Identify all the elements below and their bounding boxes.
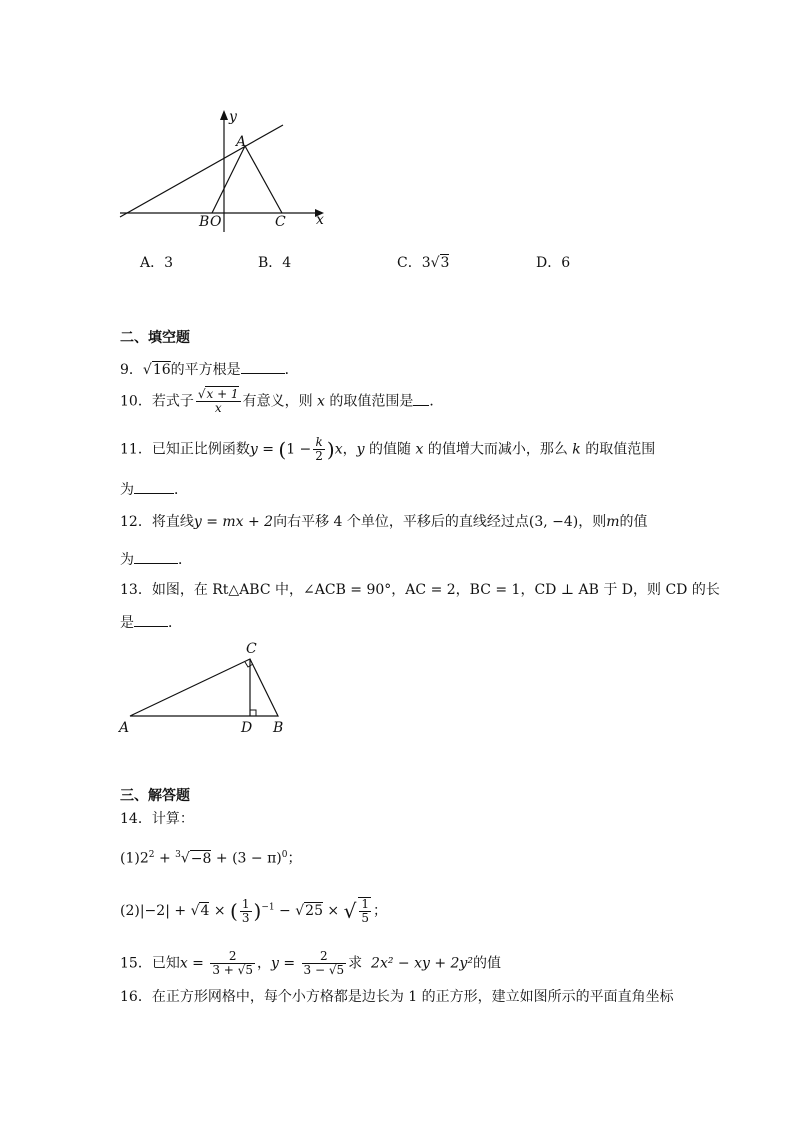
q14-p2-plus: + (169, 903, 191, 919)
q9-radicand: 16 (152, 362, 171, 378)
q14-p2-times2: × (322, 903, 344, 919)
q10-numerator: x + 1 (206, 387, 239, 401)
q11-k-fraction (313, 436, 325, 463)
option-b: B．4 (258, 255, 292, 271)
label-y: y (229, 109, 237, 125)
q14-p2-end: ； (373, 903, 388, 919)
label-C: C (275, 214, 286, 230)
section-3-title: 三、解答题 (120, 788, 190, 804)
q12-line2: 为 (120, 552, 134, 568)
q15-ask: 求 (348, 955, 363, 972)
q12-end: 的值 (619, 514, 648, 530)
q10-number: 10．若式子 (120, 393, 194, 410)
right-triangle-figure (115, 640, 295, 740)
q14-p2-times: × (209, 903, 231, 919)
q14-p2-frac-num: 1 (241, 896, 250, 911)
q11-one-minus: 1 − (286, 441, 312, 458)
triangle-ABC (212, 146, 282, 213)
q12-eq: y = mx + 2 (193, 514, 274, 530)
question-16: 16．在正方形网格中，每个小方格都是边长为 1 的正方形，建立如图所示的平面直角坐标 (120, 989, 674, 1005)
q12-point: (3, −4) (528, 514, 579, 530)
q15-x-eq: x = (179, 955, 209, 972)
q11-line2: 为 (120, 482, 134, 498)
label-B-2: B (273, 720, 284, 736)
question-14-part2: (2)|−2| + √4 × ( $\frac{1}{3}$ )$^{-1}$ − √25 × √ $\frac{1}{5}$ ； (120, 896, 388, 925)
label-B: B (199, 214, 210, 230)
question-10 (120, 388, 443, 415)
q13-line2: 是 (120, 615, 134, 631)
q10-answer-blank[interactable] (413, 391, 429, 406)
q12-end2: ． (178, 552, 192, 568)
label-C-2: C (246, 641, 257, 657)
q14-p2-frac (240, 898, 252, 925)
triangle-ABC-2 (130, 659, 278, 716)
q10-text: 有意义，则 (242, 393, 313, 410)
q11-mid2: 的值增大而减小，那么 (427, 441, 568, 458)
q12-text: 向右平移 4 个单位，平移后的直线经过点 (273, 514, 529, 530)
question-15 (120, 950, 501, 977)
q15-expr: 2x² − xy + 2y² (371, 955, 473, 972)
q14-p2-sup: −1 (261, 902, 275, 913)
q14-p2-prefix: (2) (120, 903, 140, 919)
q15-x-den: 3 + √5 (212, 963, 253, 977)
question-14-part1: $(1)2^2 + ^3√-8 + (3 - \pi)^0$； (120, 850, 302, 867)
q9-answer-blank[interactable] (241, 359, 285, 374)
q11-k-den: 2 (315, 449, 323, 463)
q14-p2-abs: |−2| (139, 903, 170, 919)
question-12-line2 (120, 549, 192, 569)
q14-p1-sup-a: 2 (148, 850, 155, 860)
q15-end: 的值 (472, 955, 501, 972)
coordinate-figure (110, 100, 340, 235)
q15-comma: ， (256, 955, 271, 972)
q11-y: y (356, 441, 365, 458)
q15-y-frac (302, 950, 347, 977)
q11-paren-left: ( (278, 437, 287, 462)
question-9: 9．√16的平方根是 ． (120, 359, 299, 379)
q11-end: 的取值范围 (585, 441, 656, 458)
q11-x2: x (415, 441, 424, 458)
q10-text2: 的取值范围是 (329, 393, 414, 410)
option-c-prefix: C．3 (397, 255, 431, 271)
q9-end: ． (284, 362, 299, 378)
label-A: A (236, 134, 247, 150)
q14-p2-minus: − (274, 903, 296, 919)
q11-comma: ， (342, 441, 357, 458)
q12-text2: ，则 (578, 514, 607, 530)
q10-end: ． (429, 393, 444, 410)
q11-paren-right: ) (326, 437, 335, 462)
q11-y-eq: y = (249, 441, 279, 458)
q11-answer-blank[interactable] (134, 479, 174, 494)
q14-p1-a: 2 (139, 850, 149, 867)
question-13: 13．如图，在 Rt△ABC 中，∠ACB = 90°，AC = 2，BC = 1，CD ⊥ AB 于 D，则 CD 的长 (120, 582, 720, 598)
question-11 (120, 436, 655, 463)
label-D-2: D (241, 720, 253, 736)
q11-number: 11．已知正比例函数 (120, 441, 250, 458)
q14-p1-b: + (154, 850, 176, 867)
right-angle-mark-D (250, 710, 256, 716)
label-O: O (210, 214, 222, 230)
label-A-2: A (119, 720, 130, 736)
question-13-line2 (120, 612, 182, 632)
question-14-title: 14．计算： (120, 811, 194, 827)
q11-k-num: k (313, 436, 325, 450)
q11-mid: 的值随 (369, 441, 412, 458)
question-12 (120, 513, 648, 531)
q14-p2-sqrtfrac-den: 5 (361, 911, 370, 925)
q14-p2-sqrtfrac (358, 897, 371, 925)
q11-x: x (334, 441, 343, 458)
question-11-line2 (120, 479, 188, 499)
q15-y-den: 3 − √5 (303, 963, 345, 977)
y-axis-arrow (220, 110, 228, 120)
q14-p1-cube-index: 3 (175, 850, 181, 860)
q15-y-num: 2 (302, 950, 347, 964)
q10-var: x (317, 393, 325, 410)
q14-p1-prefix: (1) (120, 850, 140, 867)
option-a: A．3 (140, 255, 174, 271)
q14-p1-sup-c: 0 (281, 850, 288, 860)
q13-end2: ． (168, 615, 182, 631)
q14-p1-cube-radicand: −8 (190, 850, 212, 867)
q10-fraction: $\frac{√x + 1}{x}$ (197, 387, 239, 415)
q14-p2-sqrtfrac-num: 1 (361, 897, 370, 911)
label-x: x (316, 212, 324, 228)
q15-y-eq: y = (270, 955, 300, 972)
q12-m: m (606, 514, 620, 530)
section-2-title: 二、填空题 (120, 330, 190, 346)
q13-answer-blank[interactable] (134, 612, 168, 627)
q14-p2-sqrt4: 4 (200, 903, 210, 919)
option-c: C．3√3 (397, 255, 450, 271)
q9-text: 的平方根是 (170, 362, 241, 378)
q15-x-frac (210, 950, 255, 977)
q11-end2: ． (174, 482, 188, 498)
q14-p1-end: ； (287, 850, 302, 867)
q14-p1-c: + (3 − π) (211, 850, 282, 867)
q15-number: 15．已知 (120, 955, 180, 972)
q14-p2-sqrt25: 25 (305, 903, 323, 919)
option-d: D．6 (536, 255, 571, 271)
q12-number: 12．将直线 (120, 514, 194, 530)
q9-number: 9． (120, 362, 143, 378)
q14-p2-frac-den: 3 (241, 910, 250, 925)
q11-k: k (572, 441, 581, 458)
option-c-radicand: 3 (440, 255, 450, 271)
q15-x-num: 2 (210, 950, 255, 964)
q10-denominator: x (214, 401, 222, 415)
q12-answer-blank[interactable] (134, 549, 178, 564)
